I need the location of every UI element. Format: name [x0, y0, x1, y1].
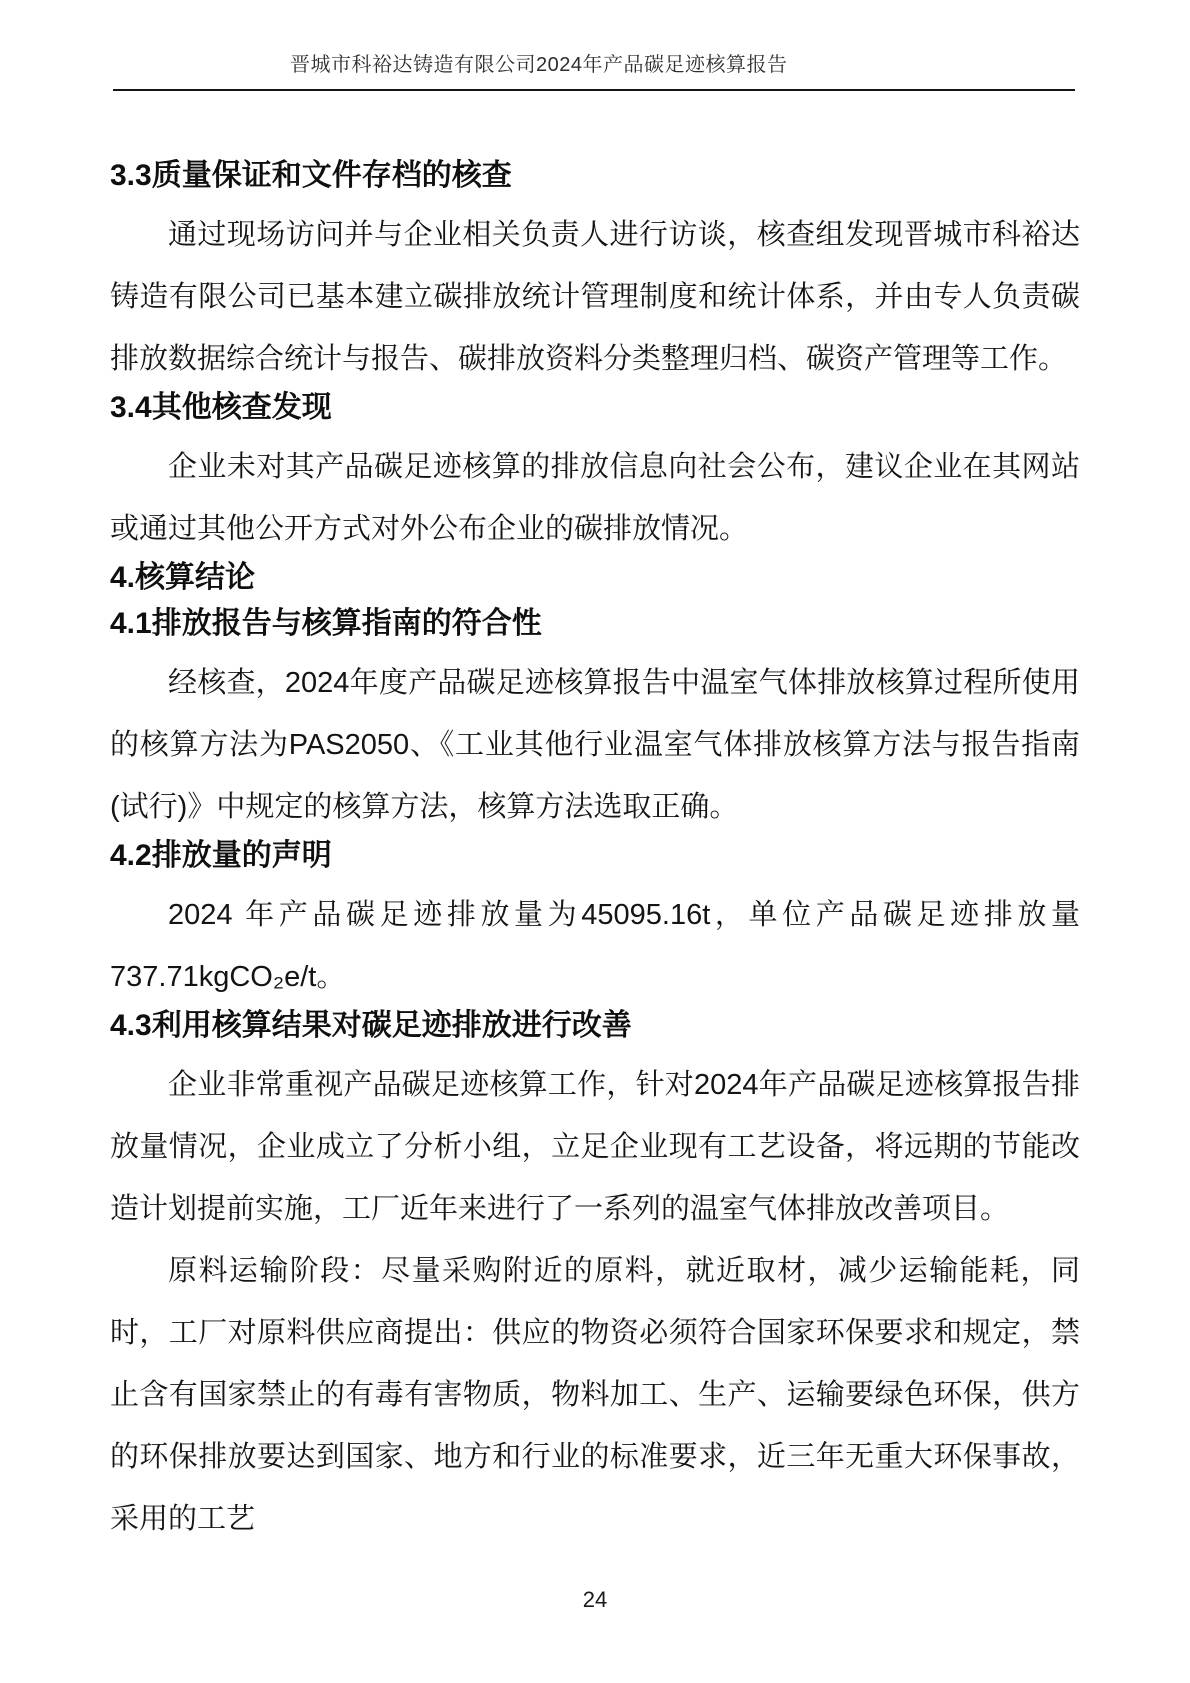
- section-heading-3-3: 3.3质量保证和文件存档的核查: [110, 159, 512, 192]
- paragraph-other-findings: 企业未对其产品碳足迹核算的排放信息向社会公布，建议企业在其网站或通过其他公开方式对外公布企业的碳排放情况。: [110, 451, 1080, 545]
- section-conclusion: [110, 554, 1080, 602]
- section-heading-4-2: 4.2排放量的声明: [110, 839, 332, 872]
- section-emission-statement: [110, 832, 1080, 1008]
- paragraph-quality-assurance: 通过现场访问并与企业相关负责人进行访谈，核查组发现晋城市科裕达铸造有限公司已基本建立碳排放统计管理制度和统计体系，并由专人负责碳排放数据综合统计与报告、碳排放资料分类整理归档、碳资产管理等工作。: [110, 219, 1080, 375]
- section-guideline-conformity: [110, 600, 1080, 838]
- section-heading-4-3: 4.3利用核算结果对碳足迹排放进行改善: [110, 1009, 632, 1042]
- page-number: 24: [582, 1587, 608, 1612]
- section-quality-assurance: [110, 152, 1080, 390]
- paragraph-emission-statement: 2024 年产品碳足迹排放量为45095.16t，单位产品碳足迹排放量737.71kgCO₂e/t。: [110, 899, 1080, 993]
- running-header: [115, 50, 1075, 80]
- paragraph-guideline-conformity: 经核查，2024年度产品碳足迹核算报告中温室气体排放核算过程所使用的核算方法为PAS2050、《工业其他行业温室气体排放核算方法与报告指南(试行)》中规定的核算方法，核算方法选取正确。: [110, 667, 1080, 823]
- document-body: [110, 158, 1080, 1550]
- section-improvement: [110, 1002, 1080, 1550]
- section-heading-4-1: 4.1排放报告与核算指南的符合性: [110, 607, 542, 640]
- section-heading-4: 4.核算结论: [110, 561, 256, 594]
- section-other-findings: [110, 384, 1080, 560]
- paragraph-raw-material-transport: 原料运输阶段：尽量采购附近的原料，就近取材，减少运输能耗，同时，工厂对原料供应商提出：供应的物资必须符合国家环保要求和规定，禁止含有国家禁止的有毒有害物质，物料加工、生产、运输要绿色环保，供方的环保排放要达到国家、地方和行业的标准要求，近三年无重大环保事故，采用的工艺: [110, 1255, 1080, 1535]
- running-header-title: 晋城市科裕达铸造有限公司2024年产品碳足迹核算报告: [290, 54, 788, 76]
- section-heading-3-4: 3.4其他核查发现: [110, 391, 332, 424]
- header-rule: [113, 89, 1075, 91]
- paragraph-improvement-overview: 企业非常重视产品碳足迹核算工作，针对2024年产品碳足迹核算报告排放量情况，企业成立了分析小组，立足企业现有工艺设备，将远期的节能改造计划提前实施，工厂近年来进行了一系列的温室气体排放改善项目。: [110, 1069, 1080, 1225]
